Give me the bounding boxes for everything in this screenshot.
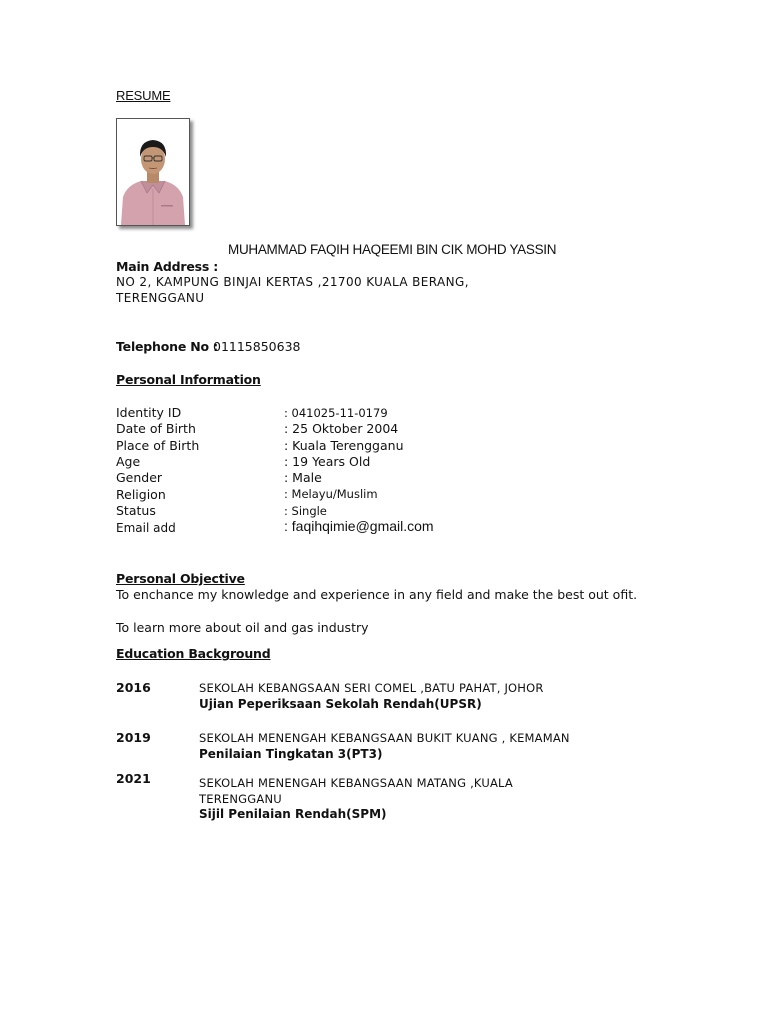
info-label-status: Status bbox=[116, 503, 156, 518]
info-value-age: : 19 Years Old bbox=[284, 454, 371, 469]
telephone-label: Telephone No : bbox=[116, 339, 218, 354]
info-label-identity: Identity ID bbox=[116, 405, 182, 420]
address-line-1: NO 2, KAMPUNG BINJAI KERTAS ,21700 KUALA BERANG, bbox=[116, 275, 469, 289]
education-school: SEKOLAH KEBANGSAAN SERI COMEL ,BATU PAHAT, JOHOR bbox=[199, 681, 544, 695]
info-label-dob: Date of Birth bbox=[116, 421, 196, 436]
education-exam: Sijil Penilaian Rendah(SPM) bbox=[199, 807, 387, 821]
objective-heading: Personal Objective bbox=[116, 571, 245, 586]
info-value-pob: : Kuala Terengganu bbox=[284, 438, 404, 453]
profile-photo bbox=[116, 118, 190, 226]
education-year: 2019 bbox=[116, 730, 151, 745]
telephone-value: 01115850638 bbox=[213, 339, 301, 354]
info-label-email: Email add bbox=[116, 521, 176, 535]
personal-info-heading: Personal Information bbox=[116, 372, 261, 387]
document-title: RESUME bbox=[116, 88, 171, 103]
info-label-pob: Place of Birth bbox=[116, 438, 200, 453]
education-year: 2016 bbox=[116, 680, 151, 695]
education-heading: Education Background bbox=[116, 646, 271, 661]
info-value-gender: : Male bbox=[284, 470, 322, 485]
education-exam: Ujian Peperiksaan Sekolah Rendah(UPSR) bbox=[199, 697, 482, 711]
info-value-dob: : 25 Oktober 2004 bbox=[284, 421, 399, 436]
address-label: Main Address : bbox=[116, 259, 219, 274]
education-school-line-2: TERENGGANU bbox=[199, 792, 282, 806]
info-value-religion: : Melayu/Muslim bbox=[284, 487, 378, 501]
education-exam: Penilaian Tingkatan 3(PT3) bbox=[199, 747, 383, 761]
objective-line-1: To enchance my knowledge and experience in any field and make the best out ofit. bbox=[116, 587, 638, 602]
info-value-identity: : 041025-11-0179 bbox=[284, 406, 388, 420]
objective-line-2: To learn more about oil and gas industry bbox=[116, 620, 369, 635]
profile-photo-image bbox=[117, 119, 189, 225]
info-value-status: : Single bbox=[284, 504, 327, 518]
full-name: MUHAMMAD FAQIH HAQEEMI BIN CIK MOHD YASSIN bbox=[228, 242, 557, 257]
info-label-age: Age bbox=[116, 454, 141, 469]
info-value-email: : faqihqimie@gmail.com bbox=[284, 518, 434, 534]
info-label-gender: Gender bbox=[116, 470, 163, 485]
info-label-religion: Religion bbox=[116, 487, 166, 502]
education-school: SEKOLAH MENENGAH KEBANGSAAN BUKIT KUANG , KEMAMAN bbox=[199, 731, 570, 745]
education-year: 2021 bbox=[116, 771, 151, 786]
education-school: SEKOLAH MENENGAH KEBANGSAAN MATANG ,KUALA bbox=[199, 776, 513, 790]
address-line-2: TERENGGANU bbox=[116, 291, 205, 305]
